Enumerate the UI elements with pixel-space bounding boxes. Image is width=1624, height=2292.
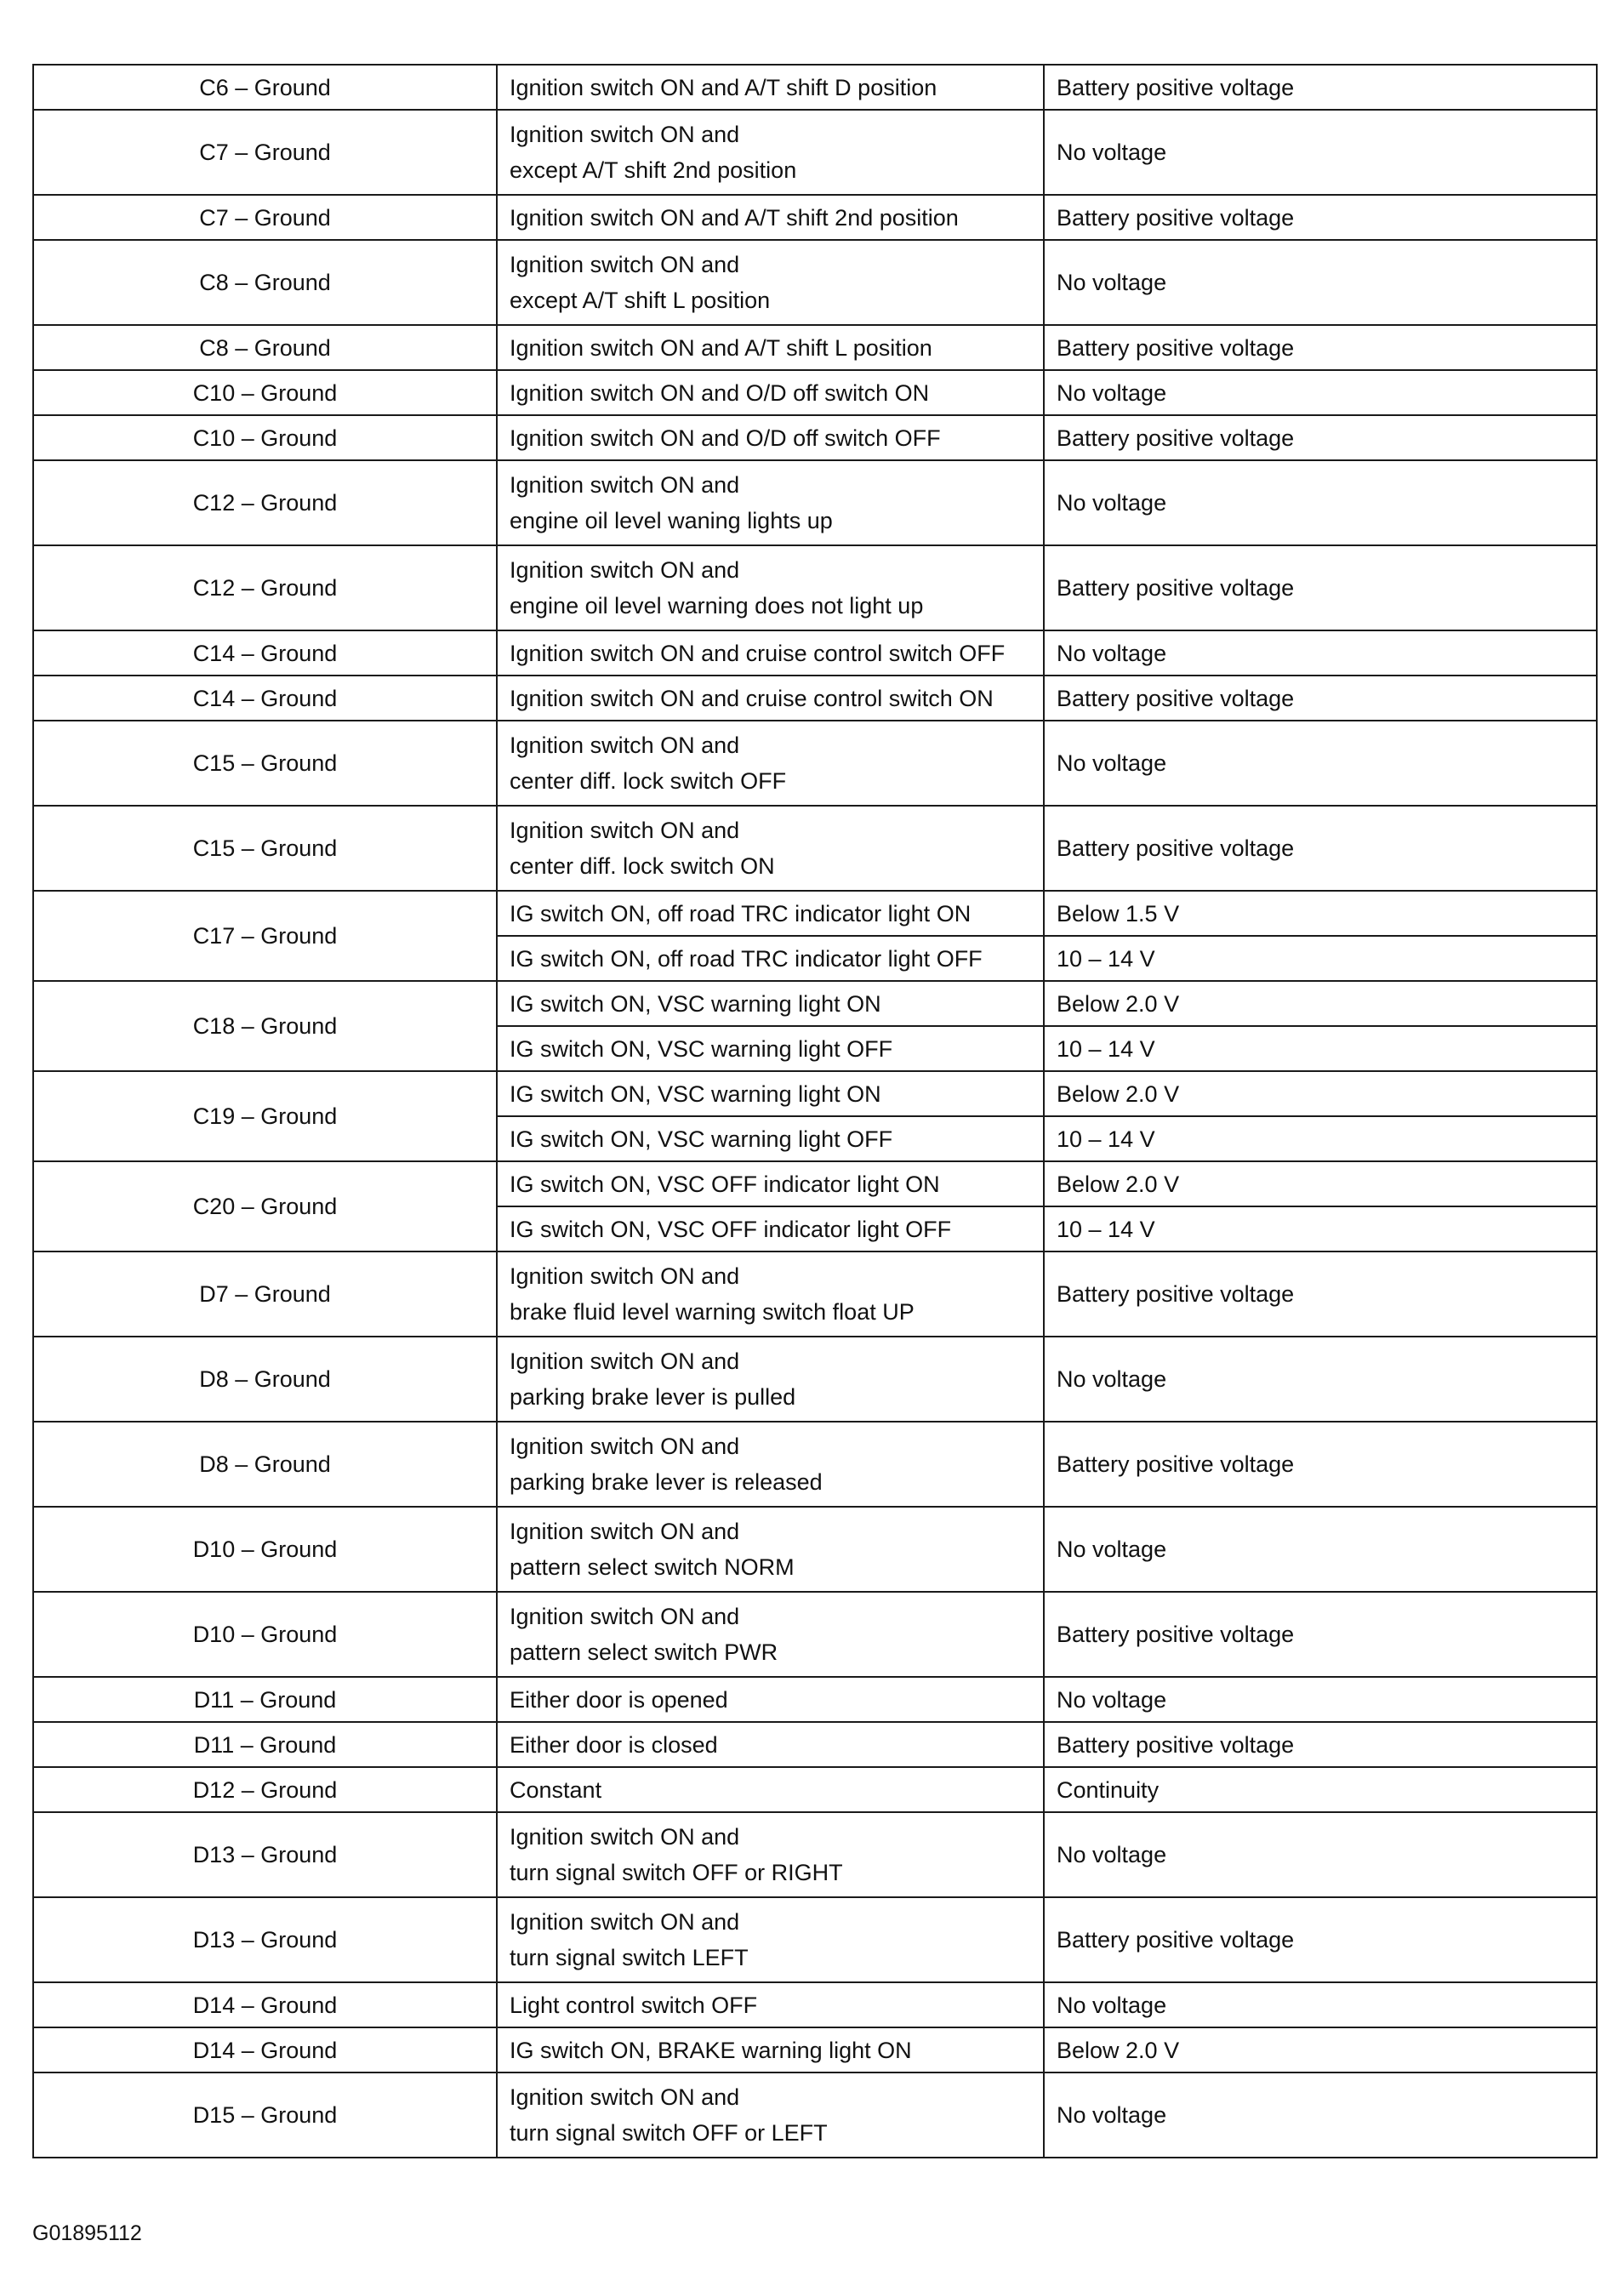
condition-cell [497, 936, 1044, 981]
spec-cell: 10 – 14 V [1044, 1116, 1597, 1161]
condition-cell [497, 1161, 1044, 1206]
table-row [33, 110, 1597, 195]
condition-line: Ignition switch ON and [510, 1263, 740, 1289]
condition-line: center diff. lock switch OFF [510, 768, 787, 794]
condition-line: Ignition switch ON and A/T shift D position [510, 74, 937, 100]
condition-line: engine oil level warning does not light up [510, 593, 924, 619]
condition-line: IG switch ON, VSC OFF indicator light OFF [510, 1216, 952, 1242]
spec-cell: Battery positive voltage [1044, 545, 1597, 630]
condition-line: Ignition switch ON and [510, 1909, 740, 1935]
terminal-cell: D7 – Ground [33, 1251, 497, 1337]
table-row [33, 240, 1597, 325]
condition-cell [497, 110, 1044, 195]
condition-line: Light control switch OFF [510, 1992, 758, 2018]
spec-cell: 10 – 14 V [1044, 936, 1597, 981]
spec-cell: Battery positive voltage [1044, 1592, 1597, 1677]
terminal-cell: C8 – Ground [33, 325, 497, 370]
table-row [33, 1897, 1597, 1982]
spec-cell: No voltage [1044, 460, 1597, 545]
condition-cell [497, 891, 1044, 936]
condition-line: Constant [510, 1776, 602, 1803]
terminal-cell: C17 – Ground [33, 891, 497, 981]
table-body [33, 65, 1597, 2158]
terminal-cell: C14 – Ground [33, 630, 497, 676]
table-row [33, 1337, 1597, 1422]
spec-cell: No voltage [1044, 1337, 1597, 1422]
figure-id: G01895112 [32, 2221, 142, 2245]
table-row [33, 65, 1597, 110]
condition-line: Ignition switch ON and [510, 1824, 740, 1850]
table-row [33, 1422, 1597, 1507]
condition-cell [497, 2027, 1044, 2072]
table-row [33, 1161, 1597, 1206]
condition-cell [497, 1767, 1044, 1812]
condition-cell [497, 1677, 1044, 1722]
condition-line: IG switch ON, VSC warning light OFF [510, 1126, 893, 1152]
condition-line: IG switch ON, VSC warning light ON [510, 1080, 881, 1107]
table-row [33, 891, 1597, 936]
condition-line: Ignition switch ON and [510, 818, 740, 843]
spec-cell: No voltage [1044, 370, 1597, 415]
spec-cell: Battery positive voltage [1044, 1251, 1597, 1337]
table-row [33, 1071, 1597, 1116]
spec-cell: Battery positive voltage [1044, 1722, 1597, 1767]
condition-cell [497, 1026, 1044, 1071]
condition-line: Ignition switch ON and [510, 122, 740, 147]
table-row [33, 415, 1597, 460]
condition-line: Ignition switch ON and A/T shift 2nd position [510, 204, 959, 231]
table-row [33, 1982, 1597, 2027]
condition-line: IG switch ON, off road TRC indicator light ON [510, 900, 972, 926]
terminal-cell: C12 – Ground [33, 460, 497, 545]
condition-cell [497, 195, 1044, 240]
terminal-cell: C7 – Ground [33, 195, 497, 240]
terminal-cell: C10 – Ground [33, 415, 497, 460]
terminal-cell: D14 – Ground [33, 2027, 497, 2072]
spec-cell: No voltage [1044, 1507, 1597, 1592]
condition-line: Ignition switch ON and cruise control switch OFF [510, 640, 1006, 666]
table-row [33, 806, 1597, 891]
terminal-voltage-table [32, 64, 1598, 2158]
condition-line: Ignition switch ON and [510, 557, 740, 583]
condition-line: Ignition switch ON and [510, 252, 740, 277]
condition-cell [497, 415, 1044, 460]
terminal-cell: D8 – Ground [33, 1422, 497, 1507]
table-row [33, 1592, 1597, 1677]
terminal-cell: D10 – Ground [33, 1592, 497, 1677]
condition-line: IG switch ON, VSC OFF indicator light ON [510, 1171, 940, 1197]
condition-line: Ignition switch ON and [510, 472, 740, 498]
condition-cell [497, 545, 1044, 630]
spec-cell: Battery positive voltage [1044, 676, 1597, 721]
condition-cell [497, 676, 1044, 721]
table-row [33, 1767, 1597, 1812]
table-row [33, 460, 1597, 545]
terminal-cell: D8 – Ground [33, 1337, 497, 1422]
condition-cell [497, 1337, 1044, 1422]
terminal-cell: D12 – Ground [33, 1767, 497, 1812]
condition-line: Ignition switch ON and O/D off switch ON [510, 379, 930, 406]
table-row [33, 676, 1597, 721]
condition-cell [497, 65, 1044, 110]
terminal-cell: C20 – Ground [33, 1161, 497, 1251]
condition-line: parking brake lever is released [510, 1469, 823, 1495]
table-row [33, 325, 1597, 370]
condition-line: Ignition switch ON and [510, 1348, 740, 1374]
spec-cell: Battery positive voltage [1044, 806, 1597, 891]
table-row [33, 2072, 1597, 2158]
table-row [33, 1722, 1597, 1767]
condition-line: Either door is closed [510, 1731, 718, 1758]
condition-line: turn signal switch OFF or LEFT [510, 2120, 828, 2146]
condition-cell [497, 1251, 1044, 1337]
spec-cell: Battery positive voltage [1044, 415, 1597, 460]
condition-line: IG switch ON, VSC warning light OFF [510, 1035, 893, 1062]
condition-line: pattern select switch PWR [510, 1639, 778, 1665]
condition-line: center diff. lock switch ON [510, 853, 775, 879]
terminal-cell: C15 – Ground [33, 806, 497, 891]
spec-cell: Continuity [1044, 1767, 1597, 1812]
table-row [33, 1812, 1597, 1897]
terminal-cell: C6 – Ground [33, 65, 497, 110]
condition-cell [497, 1982, 1044, 2027]
spec-cell: No voltage [1044, 1677, 1597, 1722]
spec-cell: No voltage [1044, 240, 1597, 325]
condition-line: engine oil level waning lights up [510, 508, 833, 533]
terminal-cell: C14 – Ground [33, 676, 497, 721]
terminal-cell: D15 – Ground [33, 2072, 497, 2158]
spec-cell: Battery positive voltage [1044, 195, 1597, 240]
condition-cell [497, 1722, 1044, 1767]
spec-cell: No voltage [1044, 110, 1597, 195]
table-row [33, 981, 1597, 1026]
condition-line: Ignition switch ON and [510, 733, 740, 758]
table-row [33, 370, 1597, 415]
spec-cell: Battery positive voltage [1044, 1897, 1597, 1982]
condition-line: Ignition switch ON and A/T shift L position [510, 334, 932, 361]
condition-line: Either door is opened [510, 1686, 728, 1713]
terminal-cell: D11 – Ground [33, 1722, 497, 1767]
spec-cell: Below 2.0 V [1044, 1071, 1597, 1116]
condition-line: Ignition switch ON and [510, 1604, 740, 1629]
terminal-cell: D14 – Ground [33, 1982, 497, 2027]
spec-cell: No voltage [1044, 1812, 1597, 1897]
condition-cell [497, 1507, 1044, 1592]
terminal-cell: D11 – Ground [33, 1677, 497, 1722]
condition-cell [497, 1116, 1044, 1161]
condition-line: except A/T shift L position [510, 288, 771, 313]
condition-cell [497, 1812, 1044, 1897]
terminal-cell: C12 – Ground [33, 545, 497, 630]
spec-cell: Battery positive voltage [1044, 325, 1597, 370]
spec-cell: No voltage [1044, 630, 1597, 676]
condition-cell [497, 460, 1044, 545]
condition-line: turn signal switch OFF or RIGHT [510, 1860, 843, 1885]
condition-cell [497, 981, 1044, 1026]
condition-cell [497, 630, 1044, 676]
condition-cell [497, 1071, 1044, 1116]
condition-line: parking brake lever is pulled [510, 1384, 796, 1410]
condition-line: Ignition switch ON and [510, 2084, 740, 2110]
spec-cell: No voltage [1044, 1982, 1597, 2027]
spec-cell: Battery positive voltage [1044, 65, 1597, 110]
spec-cell: Below 2.0 V [1044, 981, 1597, 1026]
condition-cell [497, 721, 1044, 806]
condition-line: pattern select switch NORM [510, 1554, 795, 1580]
condition-cell [497, 370, 1044, 415]
terminal-cell: D10 – Ground [33, 1507, 497, 1592]
spec-cell: Battery positive voltage [1044, 1422, 1597, 1507]
condition-line: IG switch ON, BRAKE warning light ON [510, 2037, 912, 2063]
terminal-cell: C8 – Ground [33, 240, 497, 325]
terminal-cell: C15 – Ground [33, 721, 497, 806]
terminal-cell: C19 – Ground [33, 1071, 497, 1161]
table-row [33, 630, 1597, 676]
table-row [33, 1507, 1597, 1592]
condition-line: turn signal switch LEFT [510, 1945, 749, 1970]
condition-cell [497, 1897, 1044, 1982]
spec-cell: No voltage [1044, 2072, 1597, 2158]
condition-line: Ignition switch ON and O/D off switch OFF [510, 425, 941, 451]
spec-cell: Below 1.5 V [1044, 891, 1597, 936]
condition-line: Ignition switch ON and [510, 1519, 740, 1544]
condition-line: IG switch ON, off road TRC indicator light OFF [510, 945, 983, 972]
condition-cell [497, 325, 1044, 370]
terminal-cell: D13 – Ground [33, 1812, 497, 1897]
table-row [33, 1677, 1597, 1722]
condition-line: Ignition switch ON and [510, 1434, 740, 1459]
terminal-cell: D13 – Ground [33, 1897, 497, 1982]
terminal-cell: C7 – Ground [33, 110, 497, 195]
condition-line: brake fluid level warning switch float UP [510, 1299, 915, 1325]
spec-cell: Below 2.0 V [1044, 2027, 1597, 2072]
condition-cell [497, 240, 1044, 325]
table-row [33, 1251, 1597, 1337]
condition-cell [497, 1592, 1044, 1677]
condition-line: Ignition switch ON and cruise control switch ON [510, 685, 994, 711]
condition-cell [497, 1422, 1044, 1507]
condition-line: except A/T shift 2nd position [510, 157, 797, 183]
table-row [33, 2027, 1597, 2072]
spec-cell: No voltage [1044, 721, 1597, 806]
condition-cell [497, 1206, 1044, 1251]
spec-cell: Below 2.0 V [1044, 1161, 1597, 1206]
table-row [33, 721, 1597, 806]
terminal-cell: C18 – Ground [33, 981, 497, 1071]
condition-cell [497, 806, 1044, 891]
spec-cell: 10 – 14 V [1044, 1026, 1597, 1071]
table-row [33, 545, 1597, 630]
terminal-cell: C10 – Ground [33, 370, 497, 415]
spec-cell: 10 – 14 V [1044, 1206, 1597, 1251]
condition-line: IG switch ON, VSC warning light ON [510, 990, 881, 1017]
table-row [33, 195, 1597, 240]
condition-cell [497, 2072, 1044, 2158]
